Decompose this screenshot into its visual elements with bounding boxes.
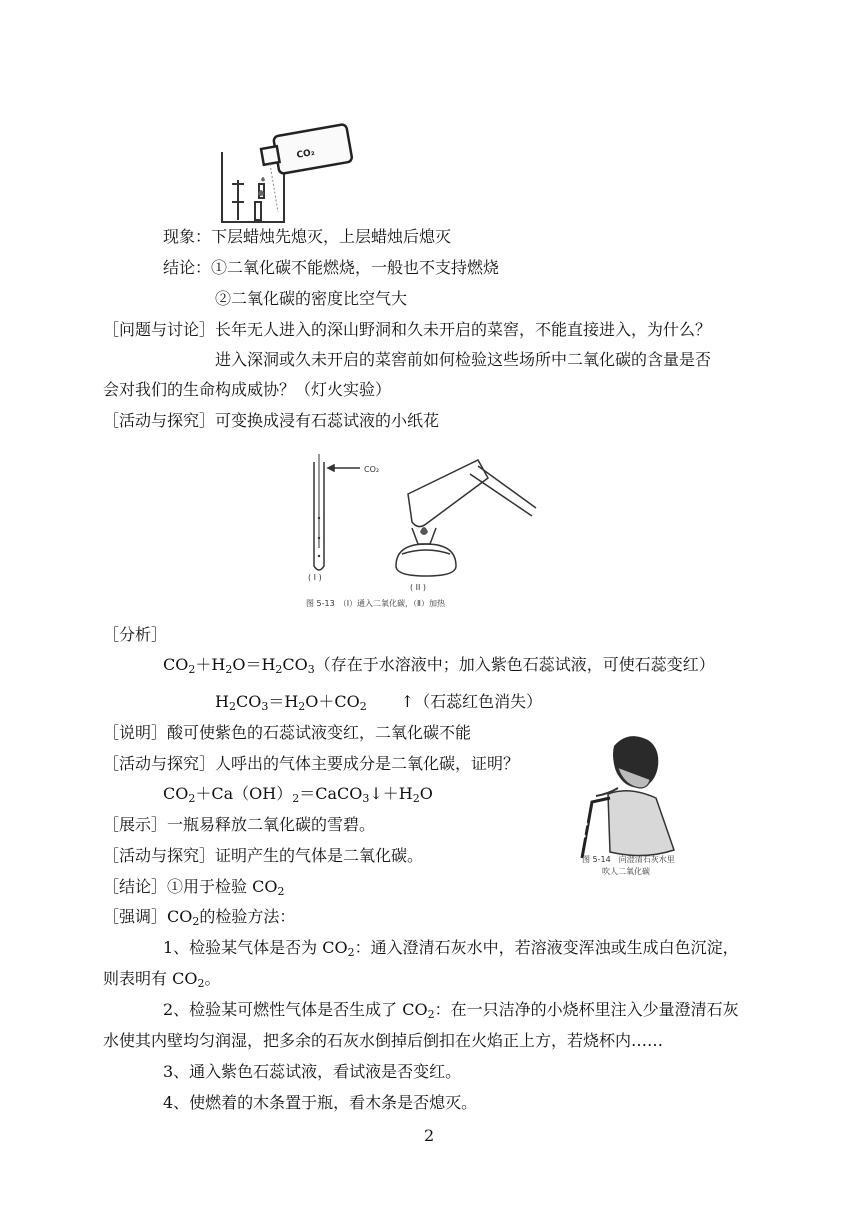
figure3-caption-1: 图 5-14 向澄清石灰水里: [582, 855, 675, 864]
co2-tube-label: CO₂: [364, 465, 380, 474]
method-3-line: 3、通入紫色石蕊试液，看试液是否变红。: [163, 1062, 462, 1081]
conclusion-line-2: ②二氧化碳的密度比空气大: [215, 289, 408, 308]
conclusion-line-1: 结论：①二氧化碳不能燃烧，一般也不支持燃烧: [163, 258, 500, 277]
discussion-answer-2: 会对我们的生命构成威协？（灯火实验）: [103, 380, 392, 399]
method-1-line-1: 1、检验某气体是否为 $CO_2$：通入澄清石灰水中，若溶液变浑浊或生成白色沉淀，: [163, 938, 739, 959]
co2-candle-figure: [218, 122, 358, 226]
equation-3: $CO_2+Ca(OH)_2=CaCO_3↓+H_2O$: [163, 784, 433, 805]
method-2-line-1: 2、检验某可燃性气体是否生成了 $CO_2$：在一只洁净的小烧杯里注入少量澄清石灰: [163, 1000, 739, 1021]
boy-blowing-figure: [574, 728, 684, 878]
figure3-caption-2: 吹人二氧化碳: [602, 867, 650, 876]
method-4-line: 4、使燃着的木条置于瓶，看木条是否熄灭。: [163, 1093, 478, 1112]
explain-line: ［说明］酸可使紫色的石蕊试液变红，二氧化碳不能: [103, 723, 472, 742]
display-line: ［展示］一瓶易释放二氧化碳的雪碧。: [103, 815, 376, 834]
phenomenon-line: 现象：下层蜡烛先熄灭，上层蜡烛后熄灭: [163, 227, 452, 246]
activity-line-2: ［活动与探究］人呼出的气体主要成分是二氧化碳，证明？: [103, 754, 520, 773]
equation-1-note: （存在于水溶液中；加入紫色石蕊试液，可使石蕊变红）: [314, 655, 715, 674]
emphasis-line: ［强调$]CO_2$的检验方法：: [103, 907, 296, 928]
co2-test-tube-figure: [300, 448, 570, 614]
equation-1: $CO_2+H_2O=H_2CO_3$（存在于水溶液中；加入紫色石蕊试液，可使石蕊变红）: [163, 655, 715, 676]
discussion-answer-1: 进入深洞或久未开启的菜窖前如何检验这些场所中二氧化碳的含量是否: [215, 350, 712, 369]
analysis-heading: ［分析］: [103, 625, 168, 644]
equation-2: $H_2CO_3=H_2O+CO_2$ ↑（石蕊红色消失）: [215, 692, 543, 713]
method-2-line-2: 水使其内壁均匀润湿，把多余的石灰水倒掉后倒扣在火焰正上方，若烧杯内……: [103, 1031, 664, 1050]
figure2-caption: 图 5-13 （Ⅰ）通入二氧化碳，（Ⅱ）加热: [306, 599, 445, 608]
activity-line-3: ［活动与探究］证明产生的气体是二氧化碳。: [103, 846, 424, 865]
discussion-question: ［问题与讨论］长年无人进入的深山野洞和久未开启的菜窖，不能直接进入，为什么？: [103, 320, 712, 339]
figure-label-i: ( I ): [308, 573, 322, 582]
method-1-line-2: 则表明有 $CO_2$。: [103, 969, 221, 990]
figure-label-ii: ( II ): [410, 583, 427, 592]
equation-2-note: （石蕊红色消失）: [414, 692, 543, 711]
page-number: 2: [424, 1126, 435, 1145]
conclusion-co2-line: ［结论］①用于检验 $CO_2$: [103, 877, 285, 898]
bottle-label: CO₂: [295, 147, 316, 161]
activity-line-1: ［活动与探究］可变换成浸有石蕊试液的小纸花: [103, 411, 440, 430]
